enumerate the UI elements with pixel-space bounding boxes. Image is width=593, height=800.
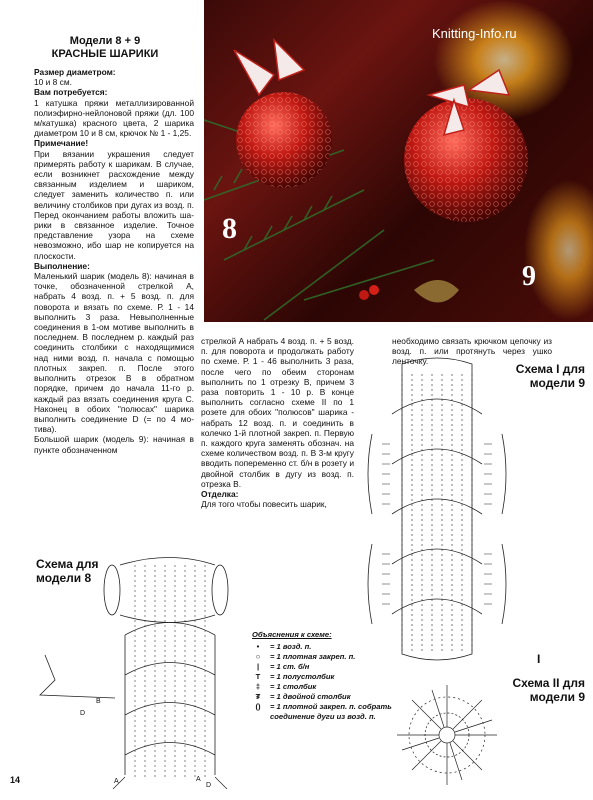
watermark: Knitting-Info.ru <box>432 26 517 41</box>
note-text: При вязании украшения следует примерять работу к шарикам. В случае, если возникнет расхождение между связанным изделием и шариком, следует заменить количество п. или величину столбиков при дугах из возд. п. Перед окончанием работы вложить шарики в связанное изделие. Точное представление узора на схеме невозможно, ибо шар не копируется на плоскости. <box>34 148 194 261</box>
legend-item-chain: • = 1 возд. п. <box>256 642 312 651</box>
letter-b-left: B <box>96 698 101 705</box>
size-heading: Размер диаметром: <box>34 67 116 77</box>
scheme-1-title: Схема I для модели 9 <box>515 362 585 390</box>
scheme-2-rosette <box>392 680 502 790</box>
ornaments-photo <box>204 0 593 322</box>
scheme-2-title: Схема II для модели 9 <box>512 676 585 704</box>
article-title <box>10 35 200 61</box>
execution-heading: Выполнение: <box>34 260 90 271</box>
letter-a-right: A <box>196 776 201 783</box>
legend-item-hdc: T = 1 полустолбик <box>255 672 335 681</box>
finishing-heading: Отделка: <box>201 489 239 500</box>
finishing-text: Для того чтобы повесить шарик, <box>201 499 327 510</box>
size-value: 10 и 8 см. <box>34 77 72 88</box>
photo-label-9: 9 <box>522 261 536 292</box>
legend-item-dc: ‡ = 1 столбик <box>255 682 317 691</box>
letter-a-left: A <box>114 778 119 785</box>
legend-item-join: () = 1 плотной закреп. п. собрать соединение дуги из возд. п. <box>255 702 392 721</box>
materials-heading: Вам потребуется: <box>34 87 108 98</box>
execution-text-2: Большой шарик (модель 9): начиная в пункте обозначенном <box>34 434 194 455</box>
page-number: 14 <box>10 775 21 785</box>
scheme-8-diagram <box>30 545 250 795</box>
legend-item-tr: ₮ = 1 двойной столбик <box>255 692 351 701</box>
model-numbers: Модели 8 + 9 <box>69 35 141 47</box>
scheme-1-diagram <box>362 354 512 664</box>
note-heading: Примечание! <box>34 138 89 149</box>
letter-d-left: D <box>80 710 86 717</box>
execution-text: Маленький шарик (модель 8): начиная в точке, обозначенной стрелкой А, набрать 4 возд. п. + 5 возд. п. для поворота и вязать по схеме. Р. 1 - 14 выполнить 3 раза. Невыполненные соединения в 1-ом мотиве выполнить в последнем. В последнем р. каждый раз соединить столбики с находящимися над ними возд. п. начала с помощью плотных закреп. п. После этого выполнить отрезок В в обратном порядке, причем до начала 11-го р. каждый раз вязать соединения круга С. Наконец в обоих "полюсах" шарика выполнить соединение D (= по 4 мотива). <box>34 271 194 435</box>
col2-text: стрелкой А набрать 4 возд. п. + 5 возд. п. для поворота и продолжать работу по схеме. Р. 1 - 46 выполнить 3 раза, после чего по обеим сторонам выполнить по 1 отрезку В, причем 3 раза повторить 1 - 10 р. В конце выполнить согласно схеме II по 1 розете для обоих "полюсов" шарика - набрать 12 возд. п. и соединить в колечко 1-й плотной закреп. п. Первую п. каждого круга заменять обознач. на схеме количеством возд. п. В 3-м кругу вводить попеременно ст. б/н в розету и двойной столбик в дугу из возд. п. отрезка В. <box>201 336 354 489</box>
ornaments-illustration <box>204 0 593 322</box>
scheme-8-title: Схема для модели 8 <box>36 557 99 585</box>
article-subtitle: КРАСНЫЕ ШАРИКИ <box>51 48 159 60</box>
legend <box>252 630 402 722</box>
photo-label-8: 8 <box>222 212 237 245</box>
letter-d-bottom: D <box>206 782 212 789</box>
text-column-2 <box>201 336 354 509</box>
materials-text: 1 катушка пряжи металлизированной полиэфирно-нейлоновой пряжи (дл. 100 м/катушка) красного цвета, 2 шарика диаметром 10 и 8 см, крючок № 1 - 1,25. <box>34 97 194 139</box>
legend-item-slip: ○ = 1 плотная закреп. п. <box>255 652 356 661</box>
text-column-1 <box>34 67 194 455</box>
scheme-roman-numeral: I <box>537 652 541 666</box>
legend-item-sc: | = 1 ст. б/н <box>256 662 310 671</box>
legend-title: Объяснения к схеме: <box>252 630 332 639</box>
col3-text: необходимо связать крючком цепочку из возд. п. или протянуть через ушко ленточку. <box>392 336 552 367</box>
